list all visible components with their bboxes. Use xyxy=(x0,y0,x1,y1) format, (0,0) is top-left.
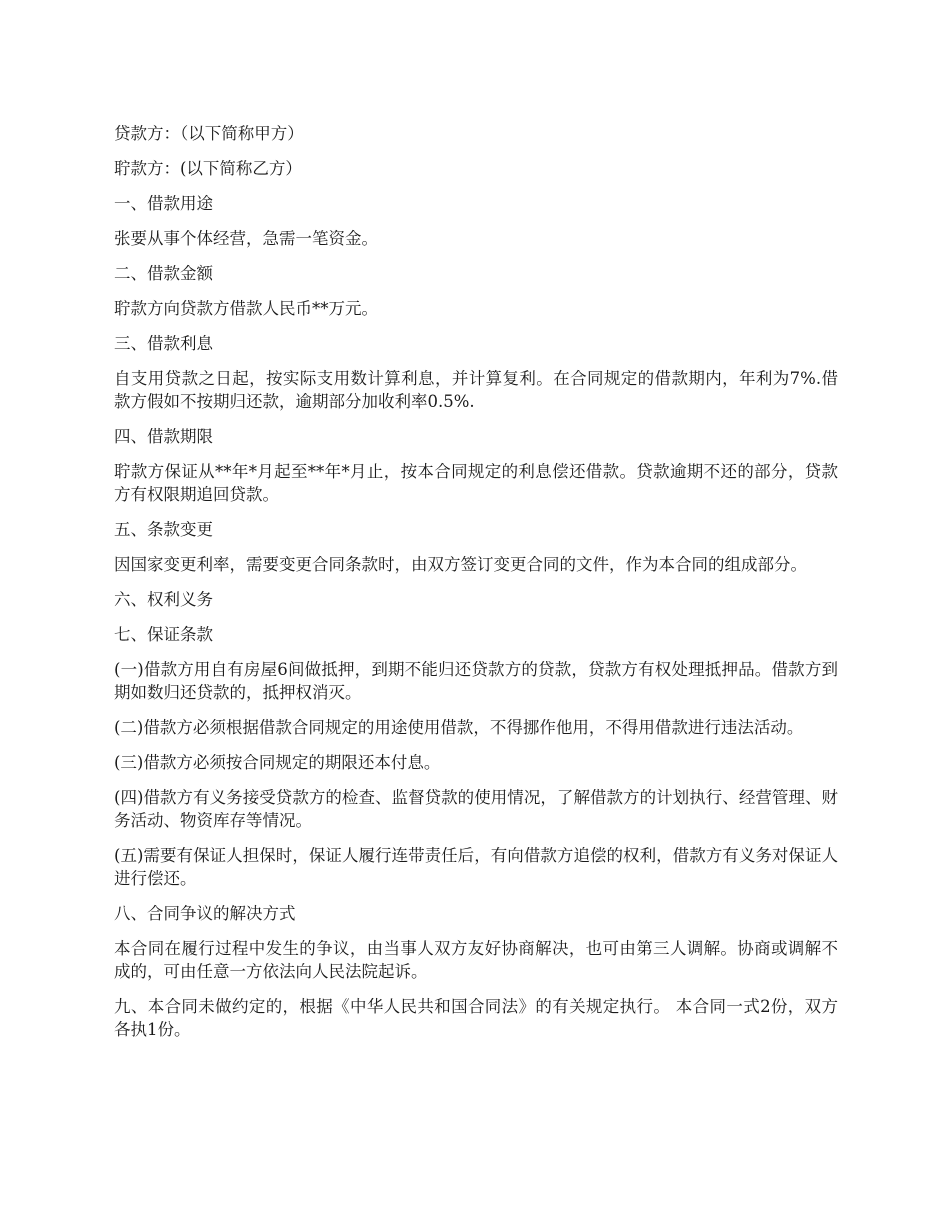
clause-5: (五)需要有保证人担保时，保证人履行连带责任后，有向借款方追偿的权利，借款方有义务对保证人进行偿还。 xyxy=(114,846,838,888)
lender-line: 贷款方：（以下简称甲方） xyxy=(114,124,304,143)
clause-3: (三)借款方必须按合同规定的期限还本付息。 xyxy=(114,753,441,772)
section-heading-amount: 二、借款金额 xyxy=(114,264,213,283)
paragraph-final: 九、本合同未做约定的，根据《中华人民共和国合同法》的有关规定执行。 本合同一式2份，双方各执1份。 xyxy=(114,997,838,1039)
paragraph-change: 因国家变更利率，需要变更合同条款时，由双方签订变更合同的文件，作为本合同的组成部分。 xyxy=(114,555,807,574)
paragraph-purpose: 张要从事个体经营，急需一笔资金。 xyxy=(114,229,378,248)
section-heading-guarantee: 七、保证条款 xyxy=(114,625,213,644)
section-heading-purpose: 一、借款用途 xyxy=(114,194,213,213)
section-heading-term: 四、借款期限 xyxy=(114,427,213,446)
section-heading-dispute: 八、合同争议的解决方式 xyxy=(114,904,296,923)
paragraph-interest: 自支用贷款之日起，按实际支用数计算利息，并计算复利。在合同规定的借款期内，年利为7%.借款方假如不按期归还款，逾期部分加收利率0.5%. xyxy=(114,369,838,411)
paragraph-dispute: 本合同在履行过程中发生的争议，由当事人双方友好协商解决，也可由第三人调解。协商或调解不成的，可由任意一方依法向人民法院起诉。 xyxy=(114,939,838,981)
clause-1: (一)借款方用自有房屋6间做抵押，到期不能归还贷款方的贷款，贷款方有权处理抵押品。借款方到期如数归还贷款的，抵押权消灭。 xyxy=(114,660,838,702)
section-heading-interest: 三、借款利息 xyxy=(114,334,213,353)
section-heading-rights: 六、权利义务 xyxy=(114,590,213,609)
paragraph-amount: 聍款方向贷款方借款人民币**万元。 xyxy=(114,299,378,318)
section-heading-change: 五、条款变更 xyxy=(114,520,213,539)
paragraph-term: 聍款方保证从**年*月起至**年*月止，按本合同规定的利息偿还借款。贷款逾期不还的部分，贷款方有权限期追回贷款。 xyxy=(114,462,838,504)
clause-4: (四)借款方有义务接受贷款方的检查、监督贷款的使用情况，了解借款方的计划执行、经营管理、财务活动、物资库存等情况。 xyxy=(114,788,838,830)
document-body xyxy=(114,122,838,1053)
borrower-line: 聍款方：(以下简称乙方） xyxy=(114,159,302,178)
clause-2: (二)借款方必须根据借款合同规定的用途使用借款，不得挪作他用，不得用借款进行违法活动。 xyxy=(114,718,804,737)
